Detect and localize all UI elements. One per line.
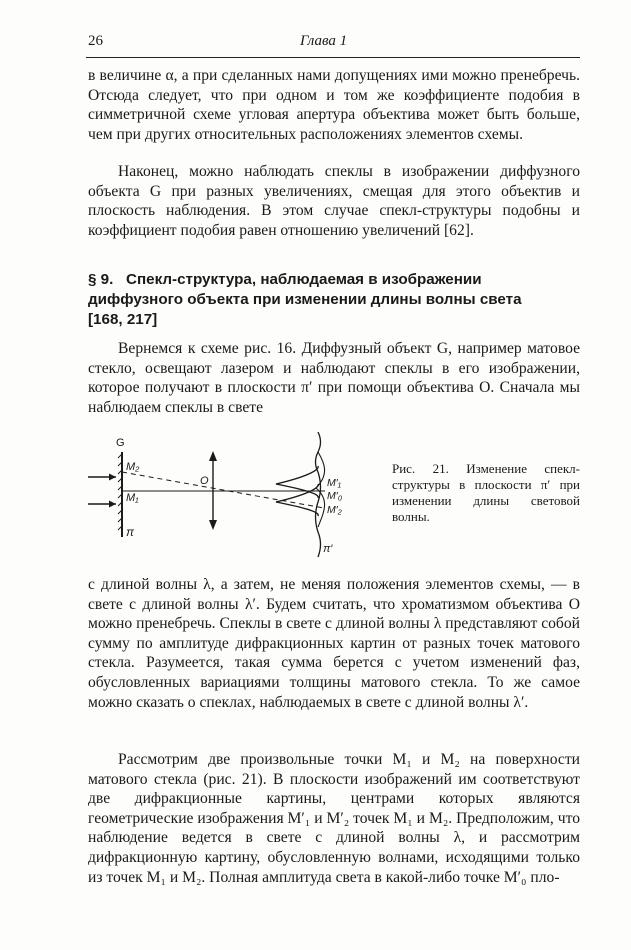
- label-m0-prime: M′₀: [327, 490, 343, 502]
- figure-21-diagram: [80, 432, 380, 572]
- header-rule: [86, 57, 580, 58]
- paragraph-3: Вернемся к схеме рис. 16. Диффузный объект G, например матовое стекло, освещают лазером и наблюдают спеклы в его изображении, которое получают в плоскости π′ при помощи объектива O. Сначала мы наблюдаем спеклы в свете: [88, 340, 580, 416]
- label-m1: M₁: [126, 492, 139, 504]
- diffraction-peak-upper: [276, 466, 318, 498]
- section-title: Спекл-структура, наблюдаемая в изображении диффузного объекта при изменении длины волны света [168, 217]: [88, 271, 522, 328]
- label-pi-prime: π′: [323, 543, 333, 555]
- page-number: 26: [88, 33, 103, 49]
- section-number: § 9.: [88, 271, 114, 288]
- lens-arrow-bottom: [209, 520, 217, 530]
- figure-caption: Рис. 21. Изменение спекл-структуры в плоскости π′ при изменении длины световой волны.: [392, 461, 580, 524]
- incident-arrow-upper: [109, 474, 116, 481]
- paragraph-5: Рассмотрим две произвольные точки M₁ и M₂ на поверхности матового стекла (рис. 21). В плоскости изображений им соответствуют две дифракционные картины, центрами которых являются геометрические изображения M′₁ и M′₂ точек M₁ и M₂. Предположим, что наблюдение ведется в свете с длиной волны λ, и рассмотрим дифракционную картину, обусловленную волнами, исходящими только из точек M₁ и M₂. Полная амплитуда света в какой-либо точке M′₀ пло-: [88, 751, 580, 886]
- label-o: O: [200, 475, 209, 487]
- paragraph-4: с длиной волны λ, а затем, не меняя положения элементов схемы, — в свете с длиной волны λ′. Будем считать, что хроматизмом объектива O можно пренебречь. Спеклы в свете с длиной волны λ представляют собой сумму по амплитуде дифракционных картин от разных точек матового стекла. Разумеется, такая сумма берется с учетом изменений фаз, обусловленных вариациями толщины матового стекла. То же самое можно сказать о спеклах, наблюдаемых в свете с длиной волны λ′.: [88, 576, 580, 711]
- lens-arrow-top: [209, 451, 217, 461]
- label-m2-prime: M′₂: [327, 504, 342, 516]
- ray-from-m2: [122, 472, 324, 508]
- paragraph-2: Наконец, можно наблюдать спеклы в изображении диффузного объекта G при разных увеличениях, смещая для этого объектив и плоскость наблюдения. В этом случае спекл-структуры подобны и коэффициент подобия равен отношению увеличений [62].: [88, 163, 580, 239]
- running-head: Глава 1: [300, 33, 348, 49]
- incident-arrow-lower: [109, 501, 116, 508]
- label-m2: M₂: [126, 461, 140, 473]
- label-pi: π: [126, 525, 135, 539]
- paragraph-1: в величине α, а при сделанных нами допущениях ими можно пренебречь. Отсюда следует, что при одном и том же коэффициенте подобия в симметричной схеме угловая апертура объектива может быть больше, чем при других относительных расположениях элементов схемы.: [88, 67, 580, 143]
- section-heading: [88, 270, 558, 330]
- label-m1-prime: M′₁: [327, 477, 342, 489]
- label-g: G: [116, 437, 125, 449]
